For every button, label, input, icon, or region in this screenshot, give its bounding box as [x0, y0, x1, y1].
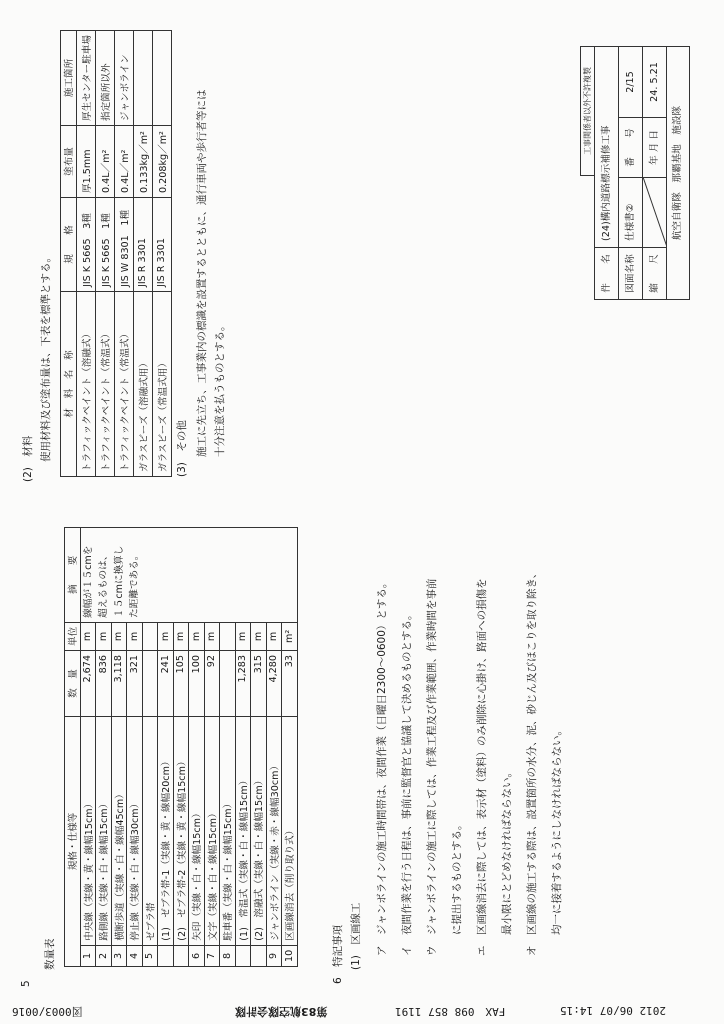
- row-spec: 停止線（実線・白・線幅30cm）: [127, 717, 143, 946]
- materials-table: [60, 30, 172, 477]
- row-spec: 路側線（実線・白・線幅15cm）: [96, 717, 112, 946]
- note-line: イ 夜間作業を行う日程は、事前に監督官と協議して決めるものとする。: [401, 609, 413, 956]
- row-no: 3: [111, 945, 127, 966]
- row-spec: 横断歩道（実線・白・線幅45cm）: [111, 717, 127, 946]
- fax-header: [0, 1000, 724, 1024]
- row-qty: 100: [189, 651, 205, 717]
- tb-date-value: 24. 5.21: [643, 47, 667, 117]
- row-no: [173, 945, 189, 966]
- row-unit: m: [80, 622, 96, 650]
- col-unit: 単位: [65, 622, 81, 650]
- quantity-row: [80, 527, 96, 966]
- row-qty: [220, 651, 236, 717]
- row-qty: 3,118: [111, 651, 127, 717]
- material-name: ガラスビーズ（溶融式用）: [133, 292, 152, 477]
- row-unit: [220, 622, 236, 650]
- mat-col-name: 材 料 名 称: [61, 292, 77, 477]
- row-unit: m: [251, 622, 267, 650]
- material-row: [133, 31, 152, 477]
- material-name: トラフィックペイント（常温式）: [95, 292, 114, 477]
- remarks-line: 超えるものは、: [98, 550, 109, 618]
- material-std: JIS K 5665 1種: [95, 198, 114, 292]
- row-no: 9: [266, 945, 282, 966]
- tb-organization: 航空自衛隊 那覇基地 施設隊: [672, 105, 683, 241]
- row-spec: 文字（実線・白・線幅15cm）: [204, 717, 220, 946]
- row-qty: [142, 651, 158, 717]
- col-spec: 規格・仕様等: [65, 717, 81, 967]
- row-spec: (2) 溶融式（実線・白・線幅15cm）: [251, 717, 267, 946]
- row-unit: m: [111, 622, 127, 650]
- tb-number-label: 番 号: [619, 117, 643, 177]
- row-qty: 2,674: [80, 651, 96, 717]
- tb-number-value: 2/15: [619, 47, 643, 117]
- special-notes-sub: (1) 区画線工: [350, 902, 362, 970]
- row-unit: m²: [282, 622, 298, 650]
- material-std: JIS K 5665 3種: [76, 198, 95, 292]
- rotated-document-page: [12, 12, 712, 1012]
- row-qty: 315: [251, 651, 267, 717]
- row-unit: m: [266, 622, 282, 650]
- scale-na-slash: [643, 177, 667, 247]
- row-qty: 241: [158, 651, 174, 717]
- row-unit: m: [127, 622, 143, 650]
- row-qty: 836: [96, 651, 112, 717]
- fax-datetime: 2012 06/07 14:15: [560, 1004, 666, 1017]
- material-name: ガラスビーズ（常温式用）: [152, 292, 171, 477]
- tb-drawing-value: 仕様書②: [619, 177, 643, 247]
- row-no: 4: [127, 945, 143, 966]
- remarks-line: た距離である。: [129, 550, 140, 618]
- page-number: 5: [20, 980, 32, 987]
- row-no: 10: [282, 945, 298, 966]
- material-place: [133, 31, 152, 126]
- fax-number: FAX 098 857 1191: [395, 1005, 506, 1018]
- mat-col-std: 規 格: [61, 198, 77, 292]
- other-line-2: 十分注意を払うものとする。: [214, 320, 226, 457]
- note-line: ア ジャンボラインの施工時間帯は、夜間作業（日曜日2300〜0600）とする。: [376, 577, 388, 956]
- fax-page: 図0003/0016: [12, 1005, 83, 1018]
- other-line-1: 施工に先立ち、工事業内の標識を設置するとともに、通行車両や歩行者等には: [196, 89, 208, 457]
- tb-name-value: (24)構内道路標示補修工事: [595, 47, 619, 247]
- materials-heading: (2) 材料: [22, 435, 34, 482]
- note-line: エ 区画線消去に際しては、表示材（塗料）のみ削除に心掛け、路面への損傷を: [476, 578, 488, 956]
- row-no: 8: [220, 945, 236, 966]
- row-no: 6: [189, 945, 205, 966]
- material-std: JIS R 3301: [152, 198, 171, 292]
- row-spec: (1) ゼブラ帯-1（実線・黄・線幅20cm）: [158, 717, 174, 946]
- material-place: 厚生センター駐車場: [76, 31, 95, 126]
- row-unit: m: [235, 622, 251, 650]
- row-qty: 92: [204, 651, 220, 717]
- row-no: 1: [80, 945, 96, 966]
- material-std: JIS W 8301 1種: [114, 198, 133, 292]
- remarks-line: １５cmに換算し: [113, 545, 125, 618]
- row-qty: 1,283: [235, 651, 251, 717]
- tb-scale-label: 縮 尺: [643, 247, 667, 299]
- note-line: 均一に接着するようにしなければならない。: [551, 725, 563, 956]
- row-spec: 矢印（実線・白・線幅15cm）: [189, 717, 205, 946]
- row-unit: m: [96, 622, 112, 650]
- note-line: オ 区画線の施工する際は、設置箇所の水分、泥、砂じん及びほこりを取り除き、: [526, 567, 538, 956]
- quantity-table: [64, 527, 298, 967]
- section-title: 数量表: [44, 938, 56, 970]
- fax-sender: 第83航空隊会計隊: [235, 1005, 328, 1018]
- special-notes-list: [370, 516, 570, 956]
- note-line: ウ ジャンボラインの施工に際しては、作業工程及び作業範囲、作業時間を事前: [426, 578, 438, 956]
- row-qty: 4,280: [266, 651, 282, 717]
- col-qty: 数 量: [65, 651, 81, 717]
- row-qty: 321: [127, 651, 143, 717]
- mat-col-place: 施工箇所: [61, 31, 77, 126]
- material-amount: 厚1.5mm: [76, 126, 95, 198]
- material-row: [95, 31, 114, 477]
- copy-restriction-stamp: 工事関係者以外不許複製: [580, 46, 594, 176]
- row-spec: ジャンボライン（実線・赤・線幅30cm）: [266, 717, 282, 946]
- row-qty: 105: [173, 651, 189, 717]
- special-notes-heading: 6 特記事項: [332, 924, 344, 984]
- title-block: [594, 46, 690, 300]
- mat-col-amount: 塗布量: [61, 126, 77, 198]
- material-place: ジャンボライン: [114, 31, 133, 126]
- tb-name-label: 件 名: [595, 247, 619, 299]
- row-no: 7: [204, 945, 220, 966]
- row-spec: 区画線消去（削り取り式）: [282, 717, 298, 946]
- material-amount: 0.208kg／m²: [152, 126, 171, 198]
- material-place: 指定箇所以外: [95, 31, 114, 126]
- material-amount: 0.4L／m²: [114, 126, 133, 198]
- row-unit: m: [158, 622, 174, 650]
- row-no: [251, 945, 267, 966]
- material-std: JIS R 3301: [133, 198, 152, 292]
- row-unit: m: [189, 622, 205, 650]
- material-amount: 0.4L／m²: [95, 126, 114, 198]
- material-row: [76, 31, 95, 477]
- row-unit: [142, 622, 158, 650]
- materials-intro: 使用材料及び塗布量は、下表を標準とする。: [40, 252, 52, 462]
- tb-drawing-label: 図面名称: [619, 247, 643, 299]
- material-row: [114, 31, 133, 477]
- row-no: [235, 945, 251, 966]
- row-no: 5: [142, 945, 158, 966]
- row-unit: m: [204, 622, 220, 650]
- row-spec: ゼブラ帯: [142, 717, 158, 946]
- row-unit: m: [173, 622, 189, 650]
- material-name: トラフィックペイント（常温式）: [114, 292, 133, 477]
- row-no: 2: [96, 945, 112, 966]
- material-row: [152, 31, 171, 477]
- col-remarks: 摘 要: [65, 527, 81, 622]
- row-spec: (1) 常温式（実線・白・線幅15cm）: [235, 717, 251, 946]
- tb-date-label: 年 月 日: [643, 117, 667, 177]
- remarks-cell: [80, 527, 297, 622]
- row-spec: (2) ゼブラ帯-2（実線・黄・線幅15cm）: [173, 717, 189, 946]
- note-line: 最小限にとどめなければならない。: [501, 767, 513, 956]
- tb-scale-value: [643, 177, 667, 247]
- other-heading: (3) その他: [176, 420, 188, 477]
- note-line: に提出するものとする。: [451, 819, 463, 956]
- row-qty: 33: [282, 651, 298, 717]
- material-amount: 0.133kg／m²: [133, 126, 152, 198]
- material-place: [152, 31, 171, 126]
- row-spec: 駐車番（実線・白・線幅15cm）: [220, 717, 236, 946]
- row-spec: 中央線（実線・黄・線幅15cm）: [80, 717, 96, 946]
- material-name: トラフィックペイント（溶融式）: [76, 292, 95, 477]
- row-no: [158, 945, 174, 966]
- remarks-line: 線幅が１５cmを: [82, 545, 94, 618]
